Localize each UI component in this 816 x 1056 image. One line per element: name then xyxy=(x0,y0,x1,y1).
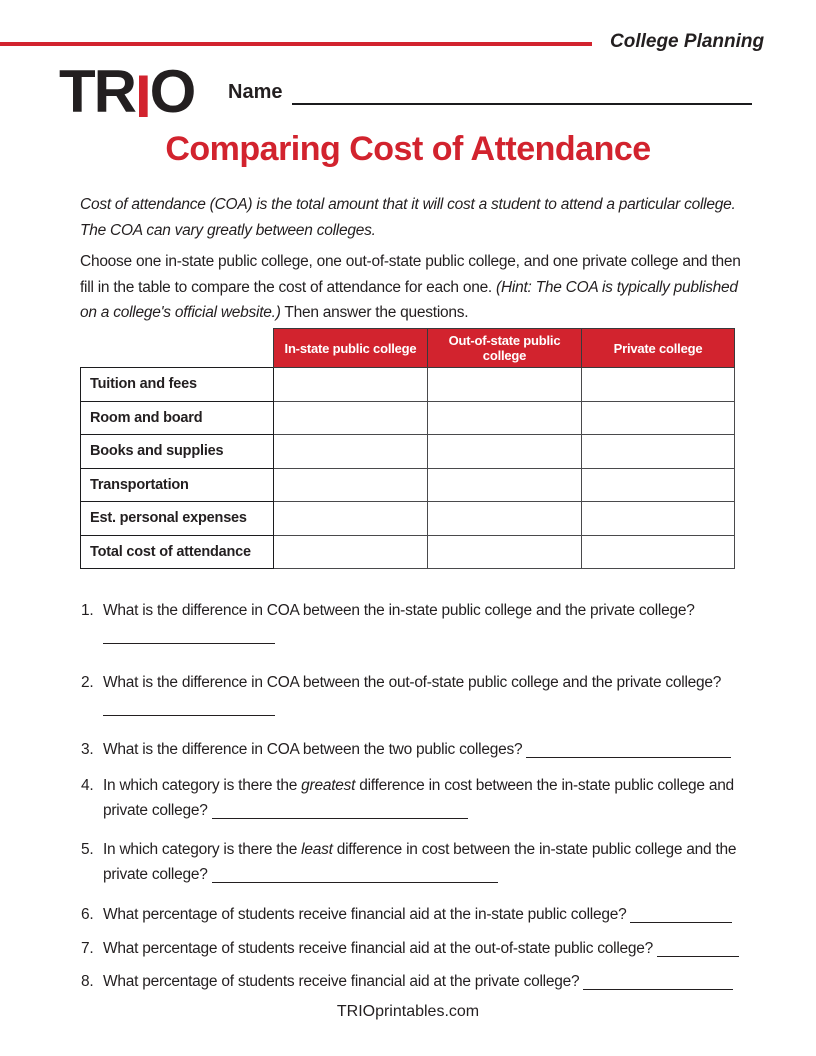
name-blank-line[interactable] xyxy=(292,79,752,105)
table-cell[interactable] xyxy=(428,468,582,502)
column-header-private: Private college xyxy=(582,329,735,368)
table-cell[interactable] xyxy=(582,435,735,469)
question-number: 4. xyxy=(81,777,94,794)
table-row-books xyxy=(81,435,735,469)
question-text: What is the difference in COA between the two public colleges? xyxy=(103,741,523,758)
question-text: difference in cost between the in-state public college and private college? xyxy=(103,777,734,819)
table-cell[interactable] xyxy=(582,368,735,402)
answer-blank-q5[interactable] xyxy=(212,881,498,883)
question-text: In which category is there the xyxy=(103,777,302,794)
row-label-total: Total cost of attendance xyxy=(81,535,274,569)
header-rule xyxy=(0,42,592,46)
logo-letter-i-red: I xyxy=(134,63,150,130)
intro-paragraph-2 xyxy=(80,249,758,326)
question-number: 5. xyxy=(81,841,94,858)
questions-section xyxy=(81,598,761,994)
question-1 xyxy=(81,598,761,644)
answer-blank-q8[interactable] xyxy=(583,988,733,990)
page-title: Comparing Cost of Attendance xyxy=(165,130,651,168)
question-emphasis: greatest xyxy=(301,777,356,794)
column-header-out-of-state: Out-of-state public college xyxy=(428,329,582,368)
question-number: 2. xyxy=(81,674,94,691)
table-cell[interactable] xyxy=(274,468,428,502)
trio-logo xyxy=(59,58,195,130)
intro-section xyxy=(80,192,758,332)
question-6 xyxy=(81,902,761,927)
answer-blank-q4[interactable] xyxy=(212,817,468,819)
table-cell[interactable] xyxy=(582,401,735,435)
answer-blank-q2[interactable] xyxy=(103,715,275,716)
header-category-label: College Planning xyxy=(610,31,765,52)
answer-blank-q1[interactable] xyxy=(103,643,275,644)
question-text: What percentage of students receive financial aid at the out-of-state public college? xyxy=(103,940,654,957)
table-row-transportation xyxy=(81,468,735,502)
column-header-in-state: In-state public college xyxy=(274,329,428,368)
table-corner-cell xyxy=(81,329,274,368)
intro-p2-hint: (Hint: The COA is typically published on a college's official website.) xyxy=(80,278,738,321)
question-text: What percentage of students receive financial aid at the in-state public college? xyxy=(103,906,627,923)
row-label-room-board: Room and board xyxy=(81,401,274,435)
row-label-personal: Est. personal expenses xyxy=(81,502,274,536)
question-text: In which category is there the xyxy=(103,841,302,858)
intro-paragraph-1: Cost of attendance (COA) is the total amount that it will cost a student to attend a particular college. The COA can vary greatly between colleges. xyxy=(80,196,736,239)
answer-blank-q6[interactable] xyxy=(630,921,732,923)
question-2 xyxy=(81,670,761,716)
table-cell[interactable] xyxy=(428,535,582,569)
question-number: 3. xyxy=(81,741,94,758)
logo-letter-o: O xyxy=(149,58,195,125)
table-cell[interactable] xyxy=(428,435,582,469)
name-field xyxy=(228,79,752,105)
question-8 xyxy=(81,969,761,994)
table-cell[interactable] xyxy=(274,401,428,435)
question-text: difference in cost between the in-state public college and the private college? xyxy=(103,841,737,883)
row-label-transportation: Transportation xyxy=(81,468,274,502)
question-4 xyxy=(81,773,761,823)
intro-p2-text: Choose one in-state public college, one out-of-state public college, and one private college and then fill in the table to compare the cost of attendance for each one. xyxy=(80,253,741,296)
table-header-row xyxy=(81,329,735,368)
question-emphasis: least xyxy=(301,841,333,858)
table-row-tuition xyxy=(81,368,735,402)
question-number: 6. xyxy=(81,906,94,923)
table-cell[interactable] xyxy=(428,401,582,435)
table-row-total xyxy=(81,535,735,569)
table-row-personal xyxy=(81,502,735,536)
logo-letters-tr: TR xyxy=(59,58,135,125)
question-number: 7. xyxy=(81,940,94,957)
question-text: What is the difference in COA between the out-of-state public college and the private college? xyxy=(103,674,722,691)
question-5 xyxy=(81,837,761,887)
coa-comparison-table xyxy=(80,328,735,569)
question-3 xyxy=(81,737,761,762)
table-row-room-board xyxy=(81,401,735,435)
table-cell[interactable] xyxy=(274,435,428,469)
table-cell[interactable] xyxy=(582,502,735,536)
footer-text: TRIOprintables.com xyxy=(336,1003,480,1020)
intro-p2-closing: Then answer the questions. xyxy=(280,304,469,321)
question-text: What is the difference in COA between the in-state public college and the private college? xyxy=(103,602,695,619)
question-7 xyxy=(81,936,761,961)
table-cell[interactable] xyxy=(274,535,428,569)
table-cell[interactable] xyxy=(582,468,735,502)
question-text: What percentage of students receive financial aid at the private college? xyxy=(103,973,580,990)
table-cell[interactable] xyxy=(582,535,735,569)
answer-blank-q7[interactable] xyxy=(657,955,739,957)
answer-blank-q3[interactable] xyxy=(526,756,731,758)
question-number: 8. xyxy=(81,973,94,990)
row-label-tuition: Tuition and fees xyxy=(81,368,274,402)
name-label: Name xyxy=(228,81,283,103)
table-cell[interactable] xyxy=(274,502,428,536)
table-cell[interactable] xyxy=(428,368,582,402)
table-cell[interactable] xyxy=(428,502,582,536)
table-cell[interactable] xyxy=(274,368,428,402)
row-label-books: Books and supplies xyxy=(81,435,274,469)
question-number: 1. xyxy=(81,602,94,619)
